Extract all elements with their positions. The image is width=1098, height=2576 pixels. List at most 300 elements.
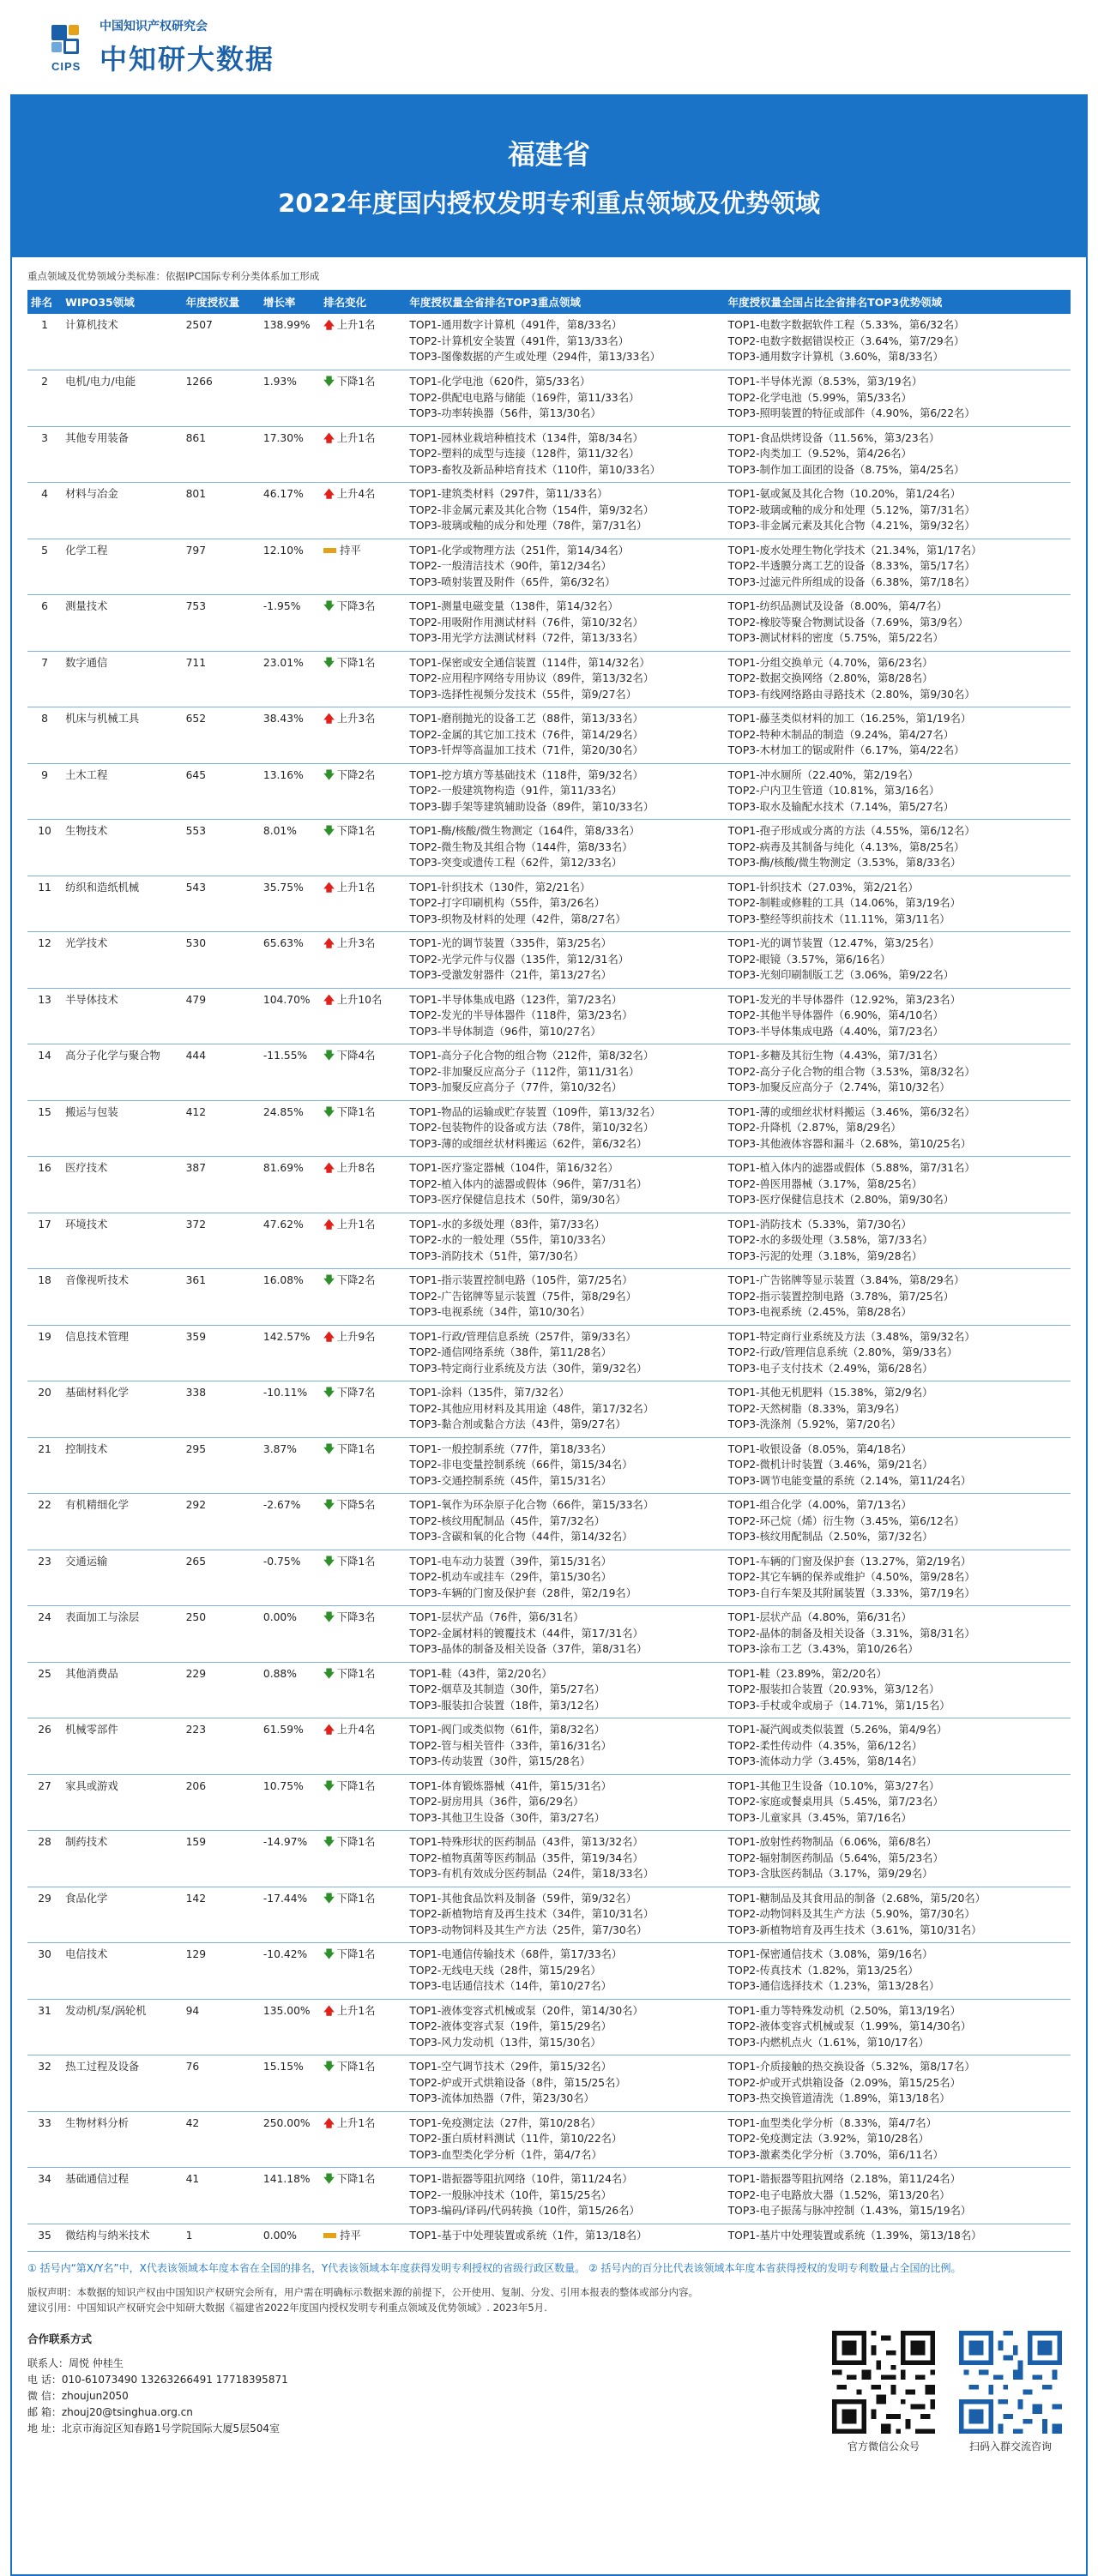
key-fields-cell [406, 988, 724, 1044]
adv-field-item: TOP2-服装扣合装置（20.93%，第3/12名） [727, 1683, 940, 1695]
table-row [27, 1718, 1071, 1775]
count-cell: 412 [183, 1100, 260, 1157]
change-label: 下降1名 [336, 656, 376, 669]
adv-fields-cell [725, 2055, 1071, 2112]
arrow-down-icon: 🡇 [323, 1779, 335, 1792]
rank-cell: 21 [27, 1437, 62, 1494]
key-field-item: TOP1-特殊形状的医药制品（43件，第13/32名） [409, 1836, 643, 1848]
rank-cell: 4 [27, 483, 62, 539]
adv-field-item: TOP2-病毒及其制备与纯化（4.13%，第8/25名） [727, 840, 965, 853]
key-field-item: TOP1-园林业栽培种植技术（134件，第8/34名） [409, 431, 643, 444]
change-cell [320, 1157, 406, 1213]
growth-cell: -0.75% [260, 1550, 320, 1606]
growth-cell: -10.11% [260, 1381, 320, 1438]
key-fields-cell [406, 483, 724, 539]
count-cell: 359 [183, 1325, 260, 1381]
count-cell: 292 [183, 1494, 260, 1550]
arrow-down-icon: 🡇 [323, 768, 335, 781]
flat-bar-icon [323, 2233, 336, 2238]
rank-cell: 23 [27, 1550, 62, 1606]
rank-cell: 9 [27, 763, 62, 820]
arrow-down-icon: 🡇 [323, 1836, 335, 1848]
change-label: 下降2名 [336, 1274, 376, 1286]
group-qr[interactable] [959, 2331, 1062, 2453]
adv-field-item: TOP1-放射性药物制品（6.06%，第6/8名） [727, 1836, 937, 1848]
change-cell [320, 1887, 406, 1943]
header-count: 年度授权量 [183, 290, 260, 314]
group-qr-caption: 扫码入群交流咨询 [968, 2440, 1052, 2453]
growth-cell: 138.99% [260, 314, 320, 370]
table-row [27, 763, 1071, 820]
growth-cell: 8.01% [260, 820, 320, 876]
adv-field-item: TOP1-糖制品及其食用品的制备（2.68%，第5/20名） [727, 1892, 986, 1905]
growth-cell: 65.63% [260, 932, 320, 989]
change-cell [320, 876, 406, 932]
growth-cell: 104.70% [260, 988, 320, 1044]
adv-fields-cell [725, 1269, 1071, 1326]
key-fields-cell [406, 1831, 724, 1887]
key-field-item: TOP1-液体变容式机械或泵（20件，第14/30名） [409, 2004, 643, 2017]
change-cell [320, 2111, 406, 2168]
change-cell [320, 426, 406, 483]
arrow-up-icon: 🡅 [323, 993, 335, 1006]
change-label: 上升3名 [336, 937, 376, 949]
qr-code-icon [832, 2331, 935, 2434]
count-cell: 142 [183, 1887, 260, 1943]
change-label: 下降2名 [336, 768, 376, 781]
growth-cell: 135.00% [260, 1999, 320, 2055]
adv-fields-cell [725, 1381, 1071, 1438]
adv-field-item: TOP1-收银设备（8.05%，第4/18名） [727, 1442, 912, 1455]
arrow-down-icon: 🡇 [323, 1274, 335, 1286]
table-row [27, 820, 1071, 876]
field-cell: 音像视听技术 [62, 1269, 182, 1326]
key-field-item: TOP1-酶/核酸/微生物测定（164件，第8/33名） [409, 825, 640, 837]
adv-fields-cell [725, 1325, 1071, 1381]
key-field-item: TOP2-金属材料的镀覆技术（44件，第17/31名） [409, 1627, 643, 1640]
key-field-item: TOP2-管与相关管件（33件，第16/31名） [409, 1739, 612, 1752]
count-cell: 530 [183, 932, 260, 989]
key-field-item: TOP2-光学元件与仪器（135件，第12/31名） [409, 953, 630, 966]
key-field-item: TOP3-加聚反应高分子（77件，第10/32名） [409, 1081, 623, 1093]
field-cell: 生物技术 [62, 820, 182, 876]
arrow-up-icon: 🡅 [323, 937, 335, 949]
change-cell [320, 1718, 406, 1775]
change-label: 下降1名 [336, 2173, 376, 2185]
adv-field-item: TOP1-特定商行业系统及方法（3.48%，第9/32名） [727, 1330, 975, 1343]
header-field: WIPO35领域 [62, 290, 182, 314]
key-field-item: TOP2-非加聚反应高分子（112件，第11/31名） [409, 1065, 640, 1078]
adv-field-item: TOP2-升降机（2.87%，第8/29名） [727, 1122, 902, 1134]
key-field-item: TOP1-化学或物理方法（251件，第14/34名） [409, 544, 630, 557]
rank-cell: 18 [27, 1269, 62, 1326]
key-field-item: TOP3-车辆的门窗及保护套（28件，第2/19名） [409, 1586, 637, 1599]
field-cell: 计算机技术 [62, 314, 182, 370]
key-fields-cell [406, 426, 724, 483]
logo-org: 中国知识产权研究会 [100, 20, 208, 33]
change-label: 上升4名 [336, 1724, 376, 1736]
key-fields-cell [406, 1662, 724, 1718]
arrow-up-icon: 🡅 [323, 2116, 335, 2129]
key-field-item: TOP3-其他卫生设备（30件，第3/27名） [409, 1811, 606, 1824]
growth-cell: 23.01% [260, 651, 320, 707]
logo-mark-text: CIPS [51, 60, 81, 73]
wechat-qr[interactable] [832, 2331, 935, 2453]
key-fields-cell [406, 2055, 724, 2112]
key-field-item: TOP1-电车动力装置（39件，第15/31名） [409, 1555, 612, 1568]
change-label: 上升1名 [336, 1218, 376, 1231]
adv-field-item: TOP1-分组交换单元（4.70%，第6/23名） [727, 656, 933, 669]
adv-field-item: TOP1-层状产品（4.80%，第6/31名） [727, 1611, 912, 1623]
count-cell: 553 [183, 820, 260, 876]
page-title: 福建省 [507, 137, 590, 171]
key-field-item: TOP2-用吸附作用测试材料（76件，第10/32名） [409, 616, 643, 629]
header-change: 排名变化 [320, 290, 406, 314]
key-field-item: TOP1-空气调节技术（29件，第15/32名） [409, 2061, 612, 2073]
field-cell: 机床与机械工具 [62, 707, 182, 764]
table-row [27, 1887, 1071, 1943]
rank-cell: 7 [27, 651, 62, 707]
rank-cell: 30 [27, 1943, 62, 2000]
adv-fields-cell [725, 1774, 1071, 1831]
key-field-item: TOP3-畜牧及新品种培育技术（110件，第10/33名） [409, 463, 661, 476]
rank-cell: 11 [27, 876, 62, 932]
table-row [27, 2055, 1071, 2112]
wechat-qr-caption: 官方微信公众号 [847, 2440, 920, 2453]
adv-field-item: TOP1-植入体内的滤器或假体（5.88%，第7/31名） [727, 1162, 975, 1174]
adv-field-item: TOP2-柔性传动件（4.35%，第6/12名） [727, 1739, 923, 1752]
key-field-item: TOP2-厨房用具（36件，第6/29名） [409, 1796, 584, 1808]
key-field-item: TOP2-通信网络系统（38件，第11/28名） [409, 1346, 612, 1358]
adv-fields-cell [725, 1887, 1071, 1943]
adv-fields-cell [725, 2111, 1071, 2168]
adv-field-item: TOP3-儿童家具（3.45%，第7/16名） [727, 1811, 912, 1824]
contact-person: 联系人：周悦 仲桂生 [27, 2356, 124, 2369]
adv-fields-cell [725, 763, 1071, 820]
key-field-item: TOP1-免疫测定法（27件，第10/28名） [409, 2116, 601, 2129]
growth-cell: 17.30% [260, 426, 320, 483]
key-fields-cell [406, 2224, 724, 2251]
change-cell [320, 1662, 406, 1718]
adv-field-item: TOP1-重力等特殊发动机（2.50%，第13/19名） [727, 2004, 961, 2017]
adv-field-item: TOP2-玻璃或釉的成分和处理（5.12%，第7/31名） [727, 503, 975, 516]
key-field-item: TOP1-基于中处理装置或系统（1件，第13/18名） [409, 2229, 648, 2242]
arrow-down-icon: 🡇 [323, 376, 335, 388]
table-row [27, 1999, 1071, 2055]
rank-cell: 35 [27, 2224, 62, 2251]
change-label: 下降3名 [336, 1611, 376, 1623]
key-field-item: TOP2-无线电天线（28件，第15/29名） [409, 1964, 601, 1977]
key-field-item: TOP3-选择性视频分发技术（55件，第9/27名） [409, 688, 637, 701]
field-cell: 食品化学 [62, 1887, 182, 1943]
adv-field-item: TOP3-取水及输配水技术（7.14%，第5/27名） [727, 800, 955, 813]
key-field-item: TOP2-供配电电路与储能（169件，第11/33名） [409, 391, 640, 404]
count-cell: 645 [183, 763, 260, 820]
field-cell: 纺织和造纸机械 [62, 876, 182, 932]
adv-field-item: TOP3-污泥的处理（3.18%，第9/28名） [727, 1249, 923, 1262]
adv-fields-cell [725, 595, 1071, 652]
rank-cell: 28 [27, 1831, 62, 1887]
key-field-item: TOP1-半导体集成电路（123件，第7/23名） [409, 993, 623, 1006]
table-row [27, 539, 1071, 595]
field-cell: 生物材料分析 [62, 2111, 182, 2168]
key-fields-cell [406, 932, 724, 989]
key-fields-cell [406, 876, 724, 932]
adv-fields-cell [725, 1494, 1071, 1550]
key-fields-cell [406, 1325, 724, 1381]
table-row [27, 2168, 1071, 2224]
field-cell: 医疗技术 [62, 1157, 182, 1213]
growth-cell: 13.16% [260, 763, 320, 820]
rank-cell: 34 [27, 2168, 62, 2224]
growth-cell: -17.44% [260, 1887, 320, 1943]
change-cell [320, 1550, 406, 1606]
count-cell: 543 [183, 876, 260, 932]
change-cell [320, 1774, 406, 1831]
adv-fields-cell [725, 707, 1071, 764]
field-cell: 半导体技术 [62, 988, 182, 1044]
growth-cell: 47.62% [260, 1213, 320, 1269]
key-field-item: TOP3-喷射装置及附件（65件，第6/32名） [409, 575, 616, 588]
count-cell: 223 [183, 1718, 260, 1775]
adv-field-item: TOP3-手杖或伞或扇子（14.71%，第1/15名） [727, 1699, 950, 1712]
field-cell: 环境技术 [62, 1213, 182, 1269]
arrow-down-icon: 🡇 [323, 600, 335, 612]
adv-field-item: TOP1-孢子形成或分离的方法（4.55%，第6/12名） [727, 825, 975, 837]
change-label: 上升1名 [336, 319, 376, 331]
adv-fields-cell [725, 1662, 1071, 1718]
adv-field-item: TOP3-加聚反应高分子（2.74%，第10/32名） [727, 1081, 950, 1093]
change-cell [320, 2224, 406, 2251]
adv-fields-cell [725, 1100, 1071, 1157]
key-field-item: TOP1-阀门或类似物（61件，第8/32名） [409, 1724, 606, 1736]
adv-field-item: TOP3-测试材料的密度（5.75%，第5/22名） [727, 632, 944, 644]
field-cell: 高分子化学与聚合物 [62, 1044, 182, 1101]
contact-section [27, 2331, 1071, 2453]
count-cell: 42 [183, 2111, 260, 2168]
adv-field-item: TOP2-化学电池（5.99%，第5/33名） [727, 391, 912, 404]
table-row [27, 1831, 1071, 1887]
key-fields-cell [406, 1437, 724, 1494]
key-field-item: TOP3-风力发动机（13件，第15/30名） [409, 2036, 601, 2049]
key-field-item: TOP3-突变或遗传工程（62件，第12/33名） [409, 857, 623, 869]
adv-field-item: TOP1-发光的半导体器件（12.92%，第3/23名） [727, 993, 961, 1006]
key-field-item: TOP3-含碳和氧的化合物（44件，第14/32名） [409, 1531, 633, 1543]
field-cell: 热工过程及设备 [62, 2055, 182, 2112]
arrow-down-icon: 🡇 [323, 825, 335, 837]
field-cell: 数字通信 [62, 651, 182, 707]
change-cell [320, 483, 406, 539]
change-label: 上升1名 [336, 881, 376, 894]
adv-field-item: TOP3-过滤元件所组成的设备（6.38%，第7/18名） [727, 575, 975, 588]
adv-field-item: TOP3-涂布工艺（3.43%，第10/26名） [727, 1643, 919, 1655]
arrow-down-icon: 🡇 [323, 2061, 335, 2073]
change-cell [320, 1269, 406, 1326]
adv-field-item: TOP2-炉或开式烘箱设备（2.09%，第15/25名） [727, 2076, 961, 2089]
rank-cell: 13 [27, 988, 62, 1044]
copyright-notice: 版权声明：本数据的知识产权由中国知识产权研究会所有，用户需在明确标示数据来源的前提下，公开使用、复制、分发、引用本报表的整体或部分内容。 [27, 2285, 698, 2298]
rank-cell: 17 [27, 1213, 62, 1269]
adv-fields-cell [725, 988, 1071, 1044]
rank-cell: 2 [27, 370, 62, 427]
change-label: 下降1名 [336, 1779, 376, 1792]
rank-cell: 15 [27, 1100, 62, 1157]
change-label: 下降1名 [336, 1892, 376, 1905]
key-field-item: TOP3-血型类化学分析（1件，第4/7名） [409, 2148, 602, 2161]
adv-field-item: TOP1-冲水厕所（22.40%，第2/19名） [727, 768, 919, 781]
adv-field-item: TOP3-有线网络路由寻路技术（2.80%，第9/30名） [727, 688, 975, 701]
key-fields-cell [406, 1718, 724, 1775]
adv-field-item: TOP3-电子支付技术（2.49%，第6/28名） [727, 1362, 933, 1375]
table-header-row [27, 290, 1071, 314]
rank-cell: 20 [27, 1381, 62, 1438]
key-field-item: TOP3-交通控制系统（45件，第15/31名） [409, 1474, 612, 1487]
rank-cell: 8 [27, 707, 62, 764]
key-field-item: TOP1-化学电池（620件，第5/33名） [409, 376, 591, 388]
contact-address: 地 址：北京市海淀区知春路1号学院国际大厦5层504室 [27, 2422, 280, 2435]
key-fields-cell [406, 1606, 724, 1663]
adv-field-item: TOP3-电子振荡与脉冲控制（1.43%，第15/19名） [727, 2205, 972, 2217]
key-fields-cell [406, 1213, 724, 1269]
table-row [27, 1943, 1071, 2000]
key-field-item: TOP2-塑料的成型与连接（128件，第11/32名） [409, 448, 640, 460]
growth-cell: 35.75% [260, 876, 320, 932]
key-field-item: TOP3-半导体制造（96件，第10/27名） [409, 1025, 601, 1038]
adv-field-item: TOP2-电数字数据错误校正（3.64%，第7/29名） [727, 334, 965, 347]
key-fields-cell [406, 370, 724, 427]
change-cell [320, 1044, 406, 1101]
table-row [27, 483, 1071, 539]
key-field-item: TOP3-脚手架等建筑辅助设备（89件，第10/33名） [409, 800, 655, 813]
key-fields-cell [406, 820, 724, 876]
key-fields-cell [406, 1774, 724, 1831]
key-field-item: TOP2-蛋白质材料测试（11件，第10/22名） [409, 2133, 623, 2145]
change-label: 下降1名 [336, 1836, 376, 1848]
key-field-item: TOP1-指示装置控制电路（105件，第7/25名） [409, 1274, 633, 1286]
adv-fields-cell [725, 820, 1071, 876]
adv-field-item: TOP2-数据交换网络（2.80%，第8/28名） [727, 672, 933, 684]
key-field-item: TOP3-钎焊等高温加工技术（71件，第20/30名） [409, 744, 643, 756]
arrow-up-icon: 🡅 [323, 1724, 335, 1736]
growth-cell: 250.00% [260, 2111, 320, 2168]
flat-bar-icon [323, 548, 336, 553]
change-cell [320, 314, 406, 370]
adv-field-item: TOP3-非金属元素及其化合物（4.21%，第9/32名） [727, 520, 975, 532]
adv-field-item: TOP3-电视系统（2.45%，第8/28名） [727, 1306, 912, 1318]
growth-cell: 38.43% [260, 707, 320, 764]
growth-cell: 81.69% [260, 1157, 320, 1213]
key-field-item: TOP3-晶体的制备及相关设备（37件，第8/31名） [409, 1643, 648, 1655]
count-cell: 479 [183, 988, 260, 1044]
change-label: 下降1名 [336, 1667, 376, 1680]
rank-cell: 12 [27, 932, 62, 989]
arrow-up-icon: 🡅 [323, 488, 335, 500]
rank-cell: 10 [27, 820, 62, 876]
adv-field-item: TOP1-鞋（23.89%，第2/20名） [727, 1667, 887, 1680]
table-row [27, 314, 1071, 370]
header-adv-fields: 年度授权量全国占比全省排名TOP3优势领域 [725, 290, 1071, 314]
adv-field-item: TOP2-肉类加工（9.52%，第4/26名） [727, 448, 912, 460]
arrow-up-icon: 🡅 [323, 713, 335, 725]
key-field-item: TOP2-计算机安全装置（491件，第13/33名） [409, 334, 630, 347]
rank-cell: 5 [27, 539, 62, 595]
table-row [27, 370, 1071, 427]
key-field-item: TOP2-金属的其它加工技术（76件，第14/29名） [409, 728, 643, 741]
citation-notice: 建议引用：中国知识产权研究会中知研大数据《福建省2022年度国内授权发明专利重点领域及优势领域》. 2023年5月. [27, 2301, 547, 2314]
standard-note: 重点领域及优势领域分类标准：依据IPC国际专利分类体系加工形成 [27, 270, 320, 282]
adv-field-item: TOP3-核纹用配制品（2.50%，第7/32名） [727, 1531, 933, 1543]
count-cell: 1 [183, 2224, 260, 2251]
key-field-item: TOP2-植入体内的滤器或假体（96件，第7/31名） [409, 1177, 648, 1190]
adv-field-item: TOP1-广告铭牌等显示装置（3.84%，第8/29名） [727, 1274, 965, 1286]
count-cell: 753 [183, 595, 260, 652]
count-cell: 206 [183, 1774, 260, 1831]
arrow-down-icon: 🡇 [323, 1555, 335, 1568]
adv-field-item: TOP1-纺织品测试及设备（8.00%，第4/7名） [727, 600, 948, 612]
field-cell: 有机精细化学 [62, 1494, 182, 1550]
change-cell [320, 1437, 406, 1494]
adv-field-item: TOP1-电数字数据软件工程（5.33%，第6/32名） [727, 319, 965, 331]
adv-field-item: TOP1-光的调节装置（12.47%，第3/25名） [727, 937, 940, 949]
change-label: 上升4名 [336, 488, 376, 500]
change-cell [320, 1325, 406, 1381]
table-row [27, 1662, 1071, 1718]
change-label: 下降3名 [336, 600, 376, 612]
arrow-up-icon: 🡅 [323, 1218, 335, 1231]
adv-field-item: TOP3-含肽医药制品（3.17%，第9/29名） [727, 1868, 933, 1880]
count-cell: 801 [183, 483, 260, 539]
adv-fields-cell [725, 314, 1071, 370]
count-cell: 861 [183, 426, 260, 483]
key-field-item: TOP1-挖方填方等基础技术（118件，第9/32名） [409, 768, 643, 781]
adv-field-item: TOP2-免疫测定法（3.92%，第10/28名） [727, 2133, 929, 2145]
change-label: 下降1名 [336, 825, 376, 837]
adv-field-item: TOP1-氨或氮及其化合物（10.20%，第1/24名） [727, 488, 961, 500]
adv-field-item: TOP2-液体变容式机械或泵（1.99%，第14/30名） [727, 2020, 972, 2032]
count-cell: 444 [183, 1044, 260, 1101]
key-field-item: TOP2-应用程序网络专用协议（89件，第13/32名） [409, 672, 655, 684]
adv-field-item: TOP2-兽医用器械（3.17%，第8/25名） [727, 1177, 923, 1190]
change-cell [320, 1494, 406, 1550]
table-row [27, 1381, 1071, 1438]
logo-bar [0, 0, 1098, 94]
key-field-item: TOP3-传动装置（30件，第15/28名） [409, 1755, 591, 1767]
adv-field-item: TOP1-谐振器等阻抗网络（2.18%，第11/24名） [727, 2173, 961, 2185]
growth-cell: 3.87% [260, 1437, 320, 1494]
count-cell: 338 [183, 1381, 260, 1438]
arrow-down-icon: 🡇 [323, 1050, 335, 1062]
change-label: 上升10名 [336, 993, 383, 1006]
title-banner [10, 94, 1088, 257]
adv-field-item: TOP2-眼镜（3.57%，第6/16名） [727, 953, 891, 966]
key-field-item: TOP3-有机有效成分医药制品（24件，第18/33名） [409, 1868, 655, 1880]
key-field-item: TOP2-发光的半导体器件（118件，第3/23名） [409, 1009, 633, 1021]
adv-fields-cell [725, 1213, 1071, 1269]
change-cell [320, 820, 406, 876]
page-subtitle: 2022年度国内授权发明专利重点领域及优势领域 [278, 188, 820, 218]
header-rank: 排名 [27, 290, 62, 314]
change-label: 下降5名 [336, 1499, 376, 1511]
contact-email: 邮 箱：zhouj20@tsinghua.org.cn [27, 2405, 193, 2418]
count-cell: 76 [183, 2055, 260, 2112]
change-label: 上升1名 [336, 431, 376, 444]
adv-field-item: TOP2-辐射制医药制品（5.64%，第5/23名） [727, 1851, 944, 1864]
change-cell [320, 2055, 406, 2112]
key-field-item: TOP3-用光学方法测试材料（72件，第13/33名） [409, 632, 643, 644]
adv-fields-cell [725, 539, 1071, 595]
adv-fields-cell [725, 1606, 1071, 1663]
adv-field-item: TOP2-户内卫生管道（10.81%，第3/16名） [727, 785, 940, 797]
